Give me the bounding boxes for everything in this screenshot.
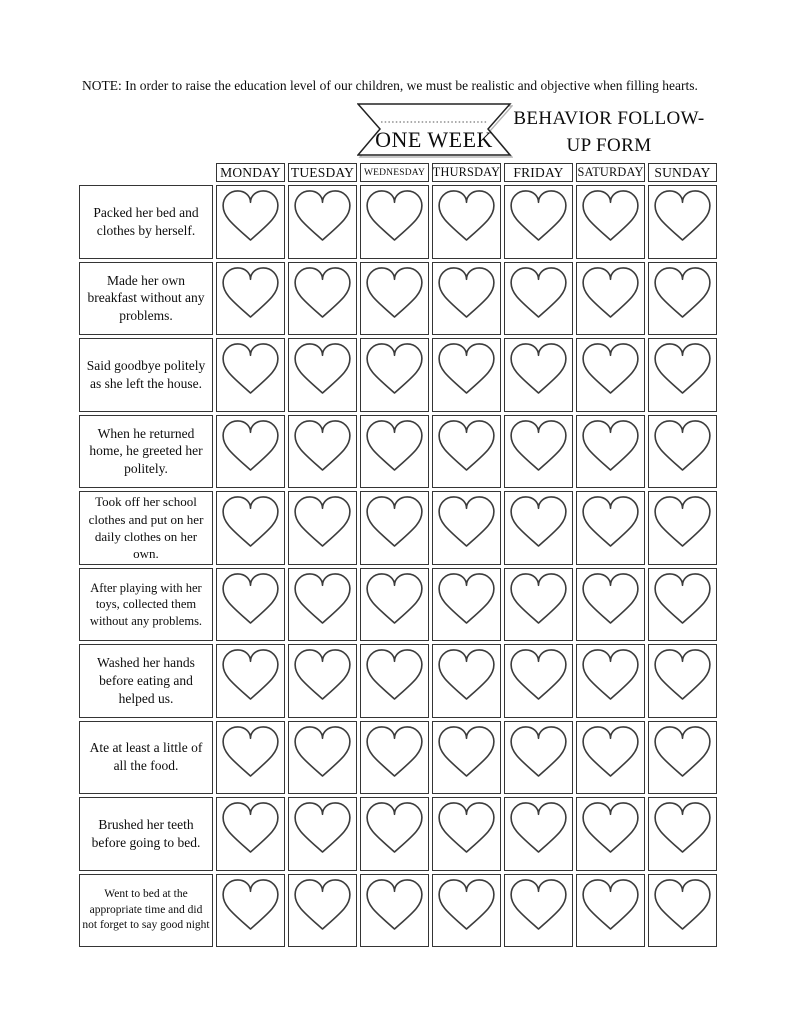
heart-cell-wednesday-row7[interactable]	[360, 644, 429, 718]
heart-cell-saturday-row4[interactable]	[576, 415, 645, 489]
heart-cell-thursday-row4[interactable]	[432, 415, 501, 489]
heart-icon	[366, 573, 423, 624]
heart-icon	[222, 879, 279, 930]
heart-icon	[510, 879, 567, 930]
day-header-tuesday: TUESDAY	[288, 163, 357, 182]
heart-icon	[438, 496, 495, 547]
form-title-line1: BEHAVIOR FOLLOW-	[513, 108, 705, 129]
heart-cell-thursday-row1[interactable]	[432, 185, 501, 259]
heart-icon	[438, 267, 495, 318]
heart-icon	[438, 343, 495, 394]
day-header-friday: FRIDAY	[504, 163, 573, 182]
heart-cell-wednesday-row3[interactable]	[360, 338, 429, 412]
heart-cell-wednesday-row8[interactable]	[360, 721, 429, 795]
heart-cell-thursday-row2[interactable]	[432, 262, 501, 336]
heart-icon	[510, 343, 567, 394]
heart-cell-tuesday-row7[interactable]	[288, 644, 357, 718]
heart-cell-saturday-row10[interactable]	[576, 874, 645, 948]
heart-icon	[582, 802, 639, 853]
heart-cell-monday-row4[interactable]	[216, 415, 285, 489]
heart-icon	[582, 573, 639, 624]
heart-cell-saturday-row2[interactable]	[576, 262, 645, 336]
heart-cell-saturday-row9[interactable]	[576, 797, 645, 871]
heart-icon	[366, 190, 423, 241]
heart-icon	[510, 496, 567, 547]
heart-cell-tuesday-row8[interactable]	[288, 721, 357, 795]
corner-spacer	[79, 163, 213, 182]
behavior-label: Made her own breakfast without any problems.	[79, 262, 213, 336]
heart-cell-monday-row3[interactable]	[216, 338, 285, 412]
heart-cell-wednesday-row2[interactable]	[360, 262, 429, 336]
heart-icon	[366, 420, 423, 471]
banner-label: ONE WEEK	[375, 127, 493, 152]
heart-cell-friday-row3[interactable]	[504, 338, 573, 412]
behavior-label: Packed her bed and clothes by herself.	[79, 185, 213, 259]
heart-cell-monday-row8[interactable]	[216, 721, 285, 795]
heart-cell-friday-row2[interactable]	[504, 262, 573, 336]
behavior-label: When he returned home, he greeted her politely.	[79, 415, 213, 489]
behavior-grid	[79, 163, 717, 947]
heart-cell-wednesday-row4[interactable]	[360, 415, 429, 489]
heart-cell-sunday-row1[interactable]	[648, 185, 717, 259]
heart-cell-sunday-row8[interactable]	[648, 721, 717, 795]
heart-icon	[222, 649, 279, 700]
heart-icon	[294, 573, 351, 624]
heart-cell-monday-row6[interactable]	[216, 568, 285, 642]
heart-icon	[582, 726, 639, 777]
heart-icon	[582, 420, 639, 471]
form-title	[503, 106, 715, 160]
heart-icon	[510, 573, 567, 624]
behavior-label: Went to bed at the appropriate time and did not forget to say good night	[79, 874, 213, 948]
heart-cell-sunday-row5[interactable]	[648, 491, 717, 565]
day-header-monday: MONDAY	[216, 163, 285, 182]
heart-icon	[582, 267, 639, 318]
heart-cell-saturday-row5[interactable]	[576, 491, 645, 565]
heart-icon	[222, 802, 279, 853]
heart-icon	[654, 343, 711, 394]
heart-icon	[366, 496, 423, 547]
heart-icon	[294, 802, 351, 853]
heart-icon	[582, 190, 639, 241]
heart-icon	[222, 343, 279, 394]
heart-icon	[222, 496, 279, 547]
heart-cell-sunday-row10[interactable]	[648, 874, 717, 948]
heart-cell-tuesday-row2[interactable]	[288, 262, 357, 336]
day-header-saturday: SATURDAY	[576, 163, 645, 182]
behavior-label: Took off her school clothes and put on her daily clothes on her own.	[79, 491, 213, 565]
heart-cell-saturday-row3[interactable]	[576, 338, 645, 412]
heart-cell-friday-row1[interactable]	[504, 185, 573, 259]
heart-cell-monday-row5[interactable]	[216, 491, 285, 565]
behavior-label: Ate at least a little of all the food.	[79, 721, 213, 795]
heart-icon	[366, 879, 423, 930]
heart-icon	[438, 879, 495, 930]
heart-icon	[582, 496, 639, 547]
behavior-label: After playing with her toys, collected them without any problems.	[79, 568, 213, 642]
heart-icon	[654, 802, 711, 853]
heart-cell-friday-row4[interactable]	[504, 415, 573, 489]
heart-cell-tuesday-row9[interactable]	[288, 797, 357, 871]
heart-icon	[510, 726, 567, 777]
heart-icon	[438, 649, 495, 700]
heart-cell-monday-row9[interactable]	[216, 797, 285, 871]
heart-icon	[582, 879, 639, 930]
heart-cell-wednesday-row10[interactable]	[360, 874, 429, 948]
heart-icon	[654, 726, 711, 777]
heart-cell-tuesday-row10[interactable]	[288, 874, 357, 948]
heart-icon	[654, 496, 711, 547]
heart-cell-friday-row9[interactable]	[504, 797, 573, 871]
heart-icon	[438, 420, 495, 471]
heart-cell-thursday-row10[interactable]	[432, 874, 501, 948]
heart-icon	[438, 726, 495, 777]
behavior-label: Washed her hands before eating and helped us.	[79, 644, 213, 718]
heart-icon	[294, 190, 351, 241]
heart-cell-saturday-row1[interactable]	[576, 185, 645, 259]
heart-cell-thursday-row6[interactable]	[432, 568, 501, 642]
heart-cell-sunday-row6[interactable]	[648, 568, 717, 642]
heart-icon	[510, 190, 567, 241]
heart-icon	[438, 802, 495, 853]
heart-icon	[510, 420, 567, 471]
heart-icon	[294, 726, 351, 777]
heart-icon	[654, 649, 711, 700]
heart-icon	[510, 649, 567, 700]
heart-icon	[438, 190, 495, 241]
heart-icon	[294, 343, 351, 394]
note-text: NOTE: In order to raise the education level of our children, we must be realistic and objective when filling hearts.	[82, 78, 698, 93]
heart-cell-wednesday-row5[interactable]	[360, 491, 429, 565]
day-header-thursday: THURSDAY	[432, 163, 501, 182]
heart-cell-sunday-row7[interactable]	[648, 644, 717, 718]
heart-icon	[654, 267, 711, 318]
heart-cell-sunday-row2[interactable]	[648, 262, 717, 336]
heart-cell-wednesday-row9[interactable]	[360, 797, 429, 871]
heart-cell-friday-row10[interactable]	[504, 874, 573, 948]
heart-icon	[582, 343, 639, 394]
heart-icon	[294, 267, 351, 318]
heart-cell-saturday-row8[interactable]	[576, 721, 645, 795]
heart-cell-thursday-row3[interactable]	[432, 338, 501, 412]
behavior-label: Brushed her teeth before going to bed.	[79, 797, 213, 871]
heart-icon	[654, 190, 711, 241]
heart-icon	[294, 496, 351, 547]
heart-icon	[510, 802, 567, 853]
heart-icon	[366, 726, 423, 777]
heart-cell-thursday-row8[interactable]	[432, 721, 501, 795]
heart-cell-monday-row10[interactable]	[216, 874, 285, 948]
heart-cell-sunday-row9[interactable]	[648, 797, 717, 871]
heart-icon	[654, 573, 711, 624]
heart-icon	[222, 573, 279, 624]
heart-cell-tuesday-row1[interactable]	[288, 185, 357, 259]
heart-icon	[582, 649, 639, 700]
heart-cell-thursday-row7[interactable]	[432, 644, 501, 718]
heart-icon	[366, 343, 423, 394]
heart-icon	[294, 649, 351, 700]
day-header-sunday: SUNDAY	[648, 163, 717, 182]
heart-cell-thursday-row5[interactable]	[432, 491, 501, 565]
heart-icon	[654, 420, 711, 471]
heart-cell-monday-row7[interactable]	[216, 644, 285, 718]
heart-icon	[366, 649, 423, 700]
heart-icon	[294, 879, 351, 930]
heart-cell-monday-row1[interactable]	[216, 185, 285, 259]
heart-cell-friday-row6[interactable]	[504, 568, 573, 642]
heart-cell-sunday-row4[interactable]	[648, 415, 717, 489]
heart-icon	[366, 267, 423, 318]
heart-cell-saturday-row7[interactable]	[576, 644, 645, 718]
heart-icon	[222, 726, 279, 777]
heart-cell-tuesday-row3[interactable]	[288, 338, 357, 412]
heart-cell-monday-row2[interactable]	[216, 262, 285, 336]
heart-icon	[222, 420, 279, 471]
behavior-label: Said goodbye politely as she left the house.	[79, 338, 213, 412]
heart-icon	[438, 573, 495, 624]
heart-icon	[222, 267, 279, 318]
heart-icon	[366, 802, 423, 853]
heart-cell-tuesday-row4[interactable]	[288, 415, 357, 489]
heart-icon	[510, 267, 567, 318]
day-header-wednesday: WEDNESDAY	[360, 163, 429, 182]
one-week-banner	[357, 102, 513, 158]
form-title-line2: UP FORM	[566, 134, 652, 156]
heart-icon	[222, 190, 279, 241]
heart-icon	[294, 420, 351, 471]
heart-cell-wednesday-row6[interactable]	[360, 568, 429, 642]
heart-cell-friday-row5[interactable]	[504, 491, 573, 565]
heart-cell-thursday-row9[interactable]	[432, 797, 501, 871]
ribbon-icon	[357, 102, 513, 158]
heart-cell-friday-row8[interactable]	[504, 721, 573, 795]
heart-icon	[654, 879, 711, 930]
heart-cell-wednesday-row1[interactable]	[360, 185, 429, 259]
heart-cell-saturday-row6[interactable]	[576, 568, 645, 642]
heart-cell-tuesday-row6[interactable]	[288, 568, 357, 642]
heart-cell-tuesday-row5[interactable]	[288, 491, 357, 565]
heart-cell-friday-row7[interactable]	[504, 644, 573, 718]
heart-cell-sunday-row3[interactable]	[648, 338, 717, 412]
